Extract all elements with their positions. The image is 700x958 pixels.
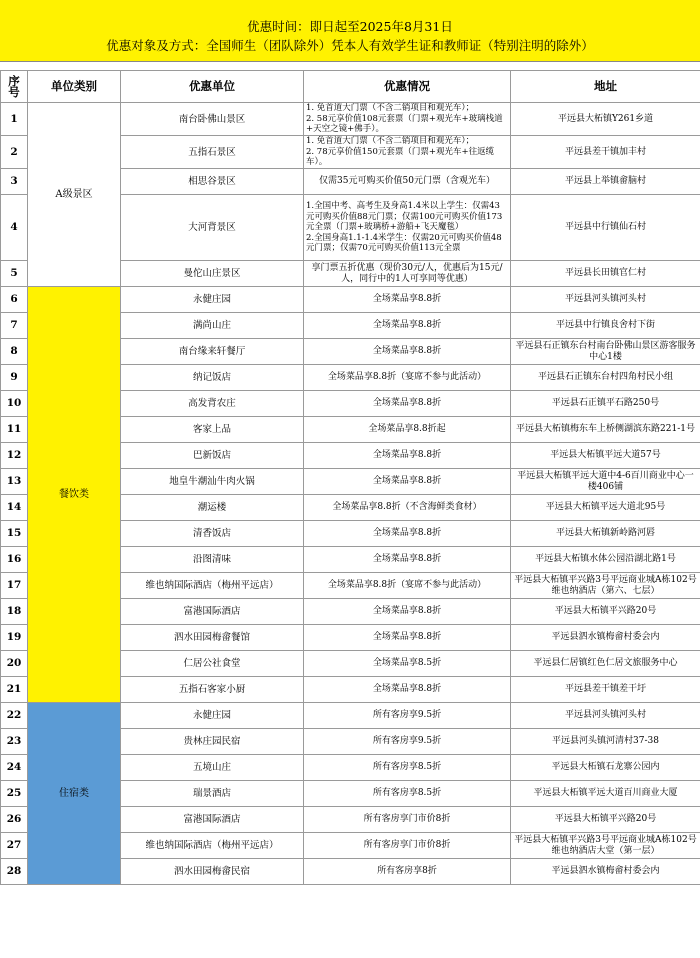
row-number: 25 bbox=[1, 781, 28, 807]
address: 平远县差干镇差干圩 bbox=[511, 677, 700, 703]
unit-name: 南台卧佛山景区 bbox=[121, 103, 304, 136]
promo-banner bbox=[0, 0, 700, 62]
address: 平远县泗水镇梅畲村委会内 bbox=[511, 625, 700, 651]
col-header-address: 地址 bbox=[511, 71, 700, 103]
row-number: 6 bbox=[1, 287, 28, 313]
category-cell-food: 餐饮类 bbox=[28, 287, 121, 703]
address: 平远县河头镇河清村37-38 bbox=[511, 729, 700, 755]
unit-name: 曼佗山庄景区 bbox=[121, 261, 304, 287]
unit-name: 五指石景区 bbox=[121, 136, 304, 169]
address: 平远县大柘镇石龙寨公园内 bbox=[511, 755, 700, 781]
row-number: 20 bbox=[1, 651, 28, 677]
offer-detail: 所有客房享9.5折 bbox=[304, 703, 511, 729]
offer-detail: 1.全国中考、高考生及身高1.4米以上学生：仅需43元可购买价值88元门票；仅需100元可购买价值173元全票（门票+玻璃桥+游船+飞天魔毯） 2.全国身高1.1-1.4米学生：仅需20元可购买价值48元门票；仅需70元可购买价值113元全票 bbox=[304, 195, 511, 261]
unit-name: 永健庄园 bbox=[121, 703, 304, 729]
unit-name: 维也纳国际酒店（梅州平远店） bbox=[121, 573, 304, 599]
offer-detail: 享门票五折优惠（现价30元/人，优惠后为15元/人，同行中的1人可享同等优惠） bbox=[304, 261, 511, 287]
address: 平远县中行镇仙石村 bbox=[511, 195, 700, 261]
unit-name: 仁居公社食堂 bbox=[121, 651, 304, 677]
row-number: 5 bbox=[1, 261, 28, 287]
address: 平远县大柘镇平兴路20号 bbox=[511, 599, 700, 625]
address: 平远县大柘镇平兴路3号平远商业城A栋102号维也纳酒店（第六、七层） bbox=[511, 573, 700, 599]
address: 平远县中行镇良舍村下街 bbox=[511, 313, 700, 339]
col-header-category: 单位类别 bbox=[28, 71, 121, 103]
row-number: 7 bbox=[1, 313, 28, 339]
unit-name: 维也纳国际酒店（梅州平远店） bbox=[121, 833, 304, 859]
row-number: 8 bbox=[1, 339, 28, 365]
unit-name: 沿图清味 bbox=[121, 547, 304, 573]
row-number: 17 bbox=[1, 573, 28, 599]
unit-name: 泗水田园梅畲餐馆 bbox=[121, 625, 304, 651]
row-number: 2 bbox=[1, 136, 28, 169]
col-header-offer: 优惠情况 bbox=[304, 71, 511, 103]
offer-detail: 全场菜品享8.8折 bbox=[304, 599, 511, 625]
table-header-row bbox=[1, 71, 700, 103]
address: 平远县石正镇平石路250号 bbox=[511, 391, 700, 417]
row-number: 22 bbox=[1, 703, 28, 729]
offer-detail: 全场菜品享8.8折（不含海鲜类食材） bbox=[304, 495, 511, 521]
address: 平远县大柘镇平远大道57号 bbox=[511, 443, 700, 469]
address: 平远县大柘镇平远大道中4-6百川商业中心一楼406铺 bbox=[511, 469, 700, 495]
address: 平远县大柘镇平远大道北95号 bbox=[511, 495, 700, 521]
row-number: 1 bbox=[1, 103, 28, 136]
offer-detail: 1. 免首道大门票（不含二销项目和观光车）； 2. 58元享价值108元套票（门票+观光车+玻璃栈道+天空之镜+佛手）。 bbox=[304, 103, 511, 136]
address: 平远县差干镇加丰村 bbox=[511, 136, 700, 169]
row-number: 21 bbox=[1, 677, 28, 703]
unit-name: 泗水田园梅畲民宿 bbox=[121, 859, 304, 885]
offer-detail: 全场菜品享8.5折 bbox=[304, 651, 511, 677]
offer-detail: 全场菜品享8.8折 bbox=[304, 339, 511, 365]
row-number: 15 bbox=[1, 521, 28, 547]
address: 平远县大柘镇平兴路20号 bbox=[511, 807, 700, 833]
offer-detail: 全场菜品享8.8折 bbox=[304, 521, 511, 547]
table-row bbox=[1, 103, 700, 136]
address: 平远县石正镇东台村四角村民小组 bbox=[511, 365, 700, 391]
address: 平远县大柘镇平远大道百川商业大厦 bbox=[511, 781, 700, 807]
offer-detail: 所有客房享8折 bbox=[304, 859, 511, 885]
table-row bbox=[1, 287, 700, 313]
row-number: 9 bbox=[1, 365, 28, 391]
offer-detail: 全场菜品享8.8折 bbox=[304, 625, 511, 651]
unit-name: 大河背景区 bbox=[121, 195, 304, 261]
offer-detail: 全场菜品享8.8折 bbox=[304, 313, 511, 339]
address: 平远县大柘镇水体公园沿湖北路1号 bbox=[511, 547, 700, 573]
table-row bbox=[1, 703, 700, 729]
unit-name: 瑞景酒店 bbox=[121, 781, 304, 807]
row-number: 24 bbox=[1, 755, 28, 781]
unit-name: 客家上品 bbox=[121, 417, 304, 443]
row-number: 13 bbox=[1, 469, 28, 495]
promo-period: 优惠时间：即日起至2025年8月31日 bbox=[247, 19, 453, 34]
row-number: 10 bbox=[1, 391, 28, 417]
offer-detail: 所有客房享门市价8折 bbox=[304, 807, 511, 833]
unit-name: 富港国际酒店 bbox=[121, 807, 304, 833]
category-cell-a: A级景区 bbox=[28, 103, 121, 287]
row-number: 11 bbox=[1, 417, 28, 443]
promo-target: 优惠对象及方式：全国师生（团队除外）凭本人有效学生证和教师证（特别注明的除外） bbox=[106, 38, 594, 53]
row-number: 26 bbox=[1, 807, 28, 833]
offer-detail: 全场菜品享8.8折（宴席不参与此活动） bbox=[304, 573, 511, 599]
row-number: 16 bbox=[1, 547, 28, 573]
offer-detail: 全场菜品享8.8折起 bbox=[304, 417, 511, 443]
col-header-no: 序号 bbox=[1, 71, 28, 103]
row-number: 19 bbox=[1, 625, 28, 651]
offer-detail: 全场菜品享8.8折 bbox=[304, 287, 511, 313]
discount-table bbox=[0, 70, 700, 885]
unit-name: 贵林庄园民宿 bbox=[121, 729, 304, 755]
unit-name: 高发背农庄 bbox=[121, 391, 304, 417]
address: 平远县大柘镇新岭路河唇 bbox=[511, 521, 700, 547]
row-number: 14 bbox=[1, 495, 28, 521]
unit-name: 南台缘来轩餐厅 bbox=[121, 339, 304, 365]
unit-name: 潮运楼 bbox=[121, 495, 304, 521]
offer-detail: 仅需35元可购买价值50元门票（含观光车） bbox=[304, 169, 511, 195]
address: 平远县仁居镇红色仁居文旅服务中心 bbox=[511, 651, 700, 677]
unit-name: 五指石客家小厨 bbox=[121, 677, 304, 703]
offer-detail: 全场菜品享8.8折 bbox=[304, 391, 511, 417]
offer-detail: 所有客房享门市价8折 bbox=[304, 833, 511, 859]
unit-name: 纳记饭店 bbox=[121, 365, 304, 391]
unit-name: 地皇牛潮汕牛肉火锅 bbox=[121, 469, 304, 495]
address: 平远县大柘镇平兴路3号平远商业城A栋102号维也纳酒店大堂（第一层） bbox=[511, 833, 700, 859]
unit-name: 富港国际酒店 bbox=[121, 599, 304, 625]
unit-name: 巴新饭店 bbox=[121, 443, 304, 469]
offer-detail: 全场菜品享8.8折 bbox=[304, 469, 511, 495]
unit-name: 相思谷景区 bbox=[121, 169, 304, 195]
address: 平远县河头镇河头村 bbox=[511, 287, 700, 313]
address: 平远县大柘镇梅东车上桥侧湖滨东路221-1号 bbox=[511, 417, 700, 443]
col-header-unit: 优惠单位 bbox=[121, 71, 304, 103]
address: 平远县石正镇东台村南台卧佛山景区游客服务中心1楼 bbox=[511, 339, 700, 365]
address: 平远县长田镇官仁村 bbox=[511, 261, 700, 287]
table-body bbox=[1, 103, 700, 885]
row-number: 27 bbox=[1, 833, 28, 859]
unit-name: 满尚山庄 bbox=[121, 313, 304, 339]
offer-detail: 所有客房享9.5折 bbox=[304, 729, 511, 755]
row-number: 12 bbox=[1, 443, 28, 469]
unit-name: 永健庄园 bbox=[121, 287, 304, 313]
row-number: 23 bbox=[1, 729, 28, 755]
unit-name: 清香饭店 bbox=[121, 521, 304, 547]
offer-detail: 所有客房享8.5折 bbox=[304, 781, 511, 807]
offer-detail: 全场菜品享8.8折 bbox=[304, 443, 511, 469]
address: 平远县上举镇畲脑村 bbox=[511, 169, 700, 195]
row-number: 4 bbox=[1, 195, 28, 261]
unit-name: 五境山庄 bbox=[121, 755, 304, 781]
row-number: 28 bbox=[1, 859, 28, 885]
address: 平远县泗水镇梅畲村委会内 bbox=[511, 859, 700, 885]
category-cell-stay: 住宿类 bbox=[28, 703, 121, 885]
offer-detail: 所有客房享8.5折 bbox=[304, 755, 511, 781]
row-number: 3 bbox=[1, 169, 28, 195]
offer-detail: 全场菜品享8.8折 bbox=[304, 547, 511, 573]
address: 平远县河头镇河头村 bbox=[511, 703, 700, 729]
address: 平远县大柘镇Y261乡道 bbox=[511, 103, 700, 136]
offer-detail: 全场菜品享8.8折 bbox=[304, 677, 511, 703]
offer-detail: 1. 免首道大门票（不含二销项目和观光车）； 2. 78元享价值150元套票（门票+观光车+往返缆车）。 bbox=[304, 136, 511, 169]
offer-detail: 全场菜品享8.8折（宴席不参与此活动） bbox=[304, 365, 511, 391]
row-number: 18 bbox=[1, 599, 28, 625]
